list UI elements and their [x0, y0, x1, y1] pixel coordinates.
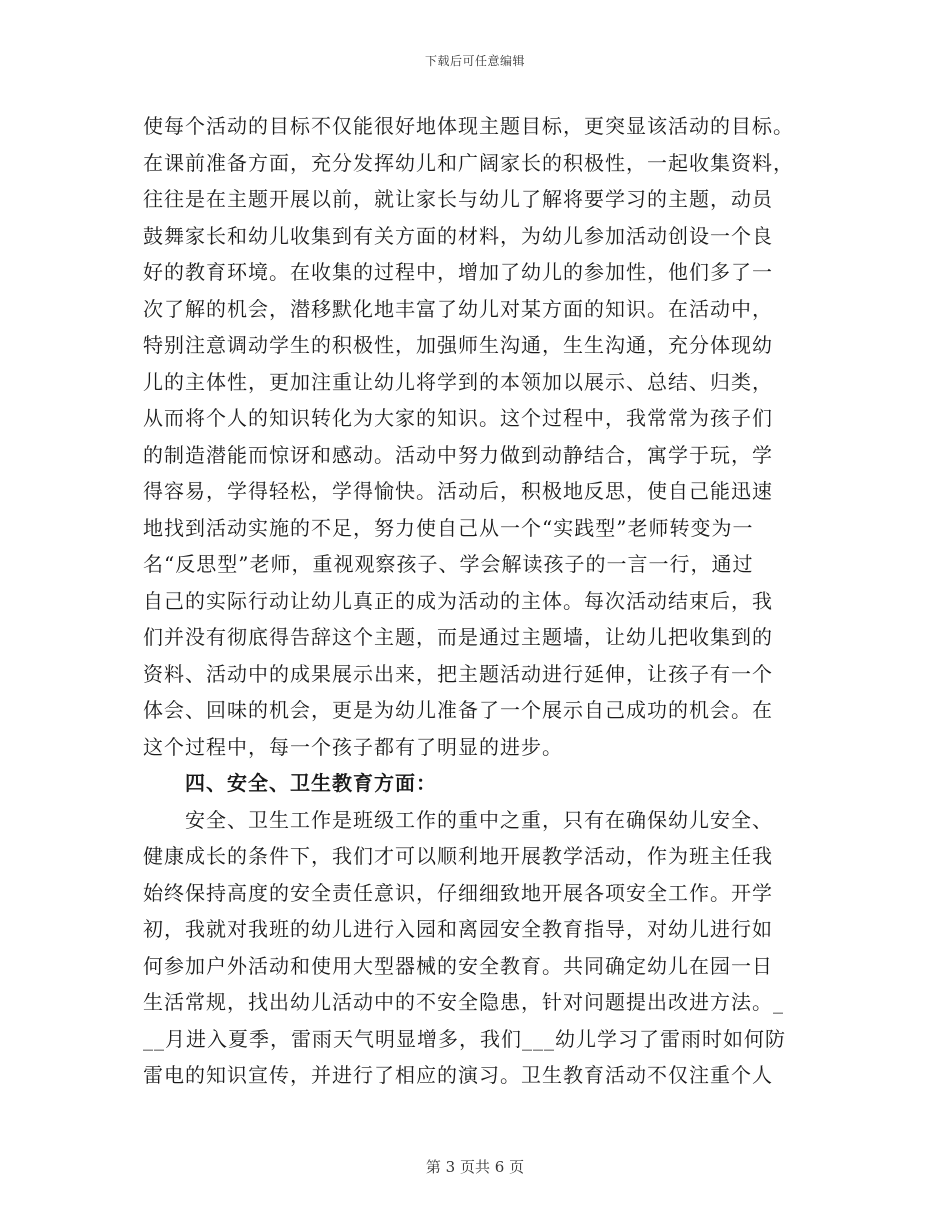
text-line: 好的教育环境。在收集的过程中，增加了幼儿的参加性，他们多了一 — [143, 260, 773, 284]
text-line: 往往是在主题开展以前，就让家长与幼儿了解将要学习的主题，动员 — [143, 187, 773, 211]
text-line: 体会、回味的机会，更是为幼儿准备了一个展示自己成功的机会。在 — [143, 698, 773, 722]
text-line: 健康成长的条件下，我们才可以顺利地开展教学活动，作为班主任我 — [143, 844, 773, 868]
text-line: 从而将个人的知识转化为大家的知识。这个过程中，我常常为孩子们 — [143, 406, 773, 430]
text-line: 自己的实际行动让幼儿真正的成为活动的主体。每次活动结束后，我 — [143, 588, 773, 613]
text-line: 何参加户外活动和使用大型器械的安全教育。共同确定幼儿在园一日 — [143, 953, 773, 978]
text-line: 生活常规，找出幼儿活动中的不安全隐患，针对问题提出改进方法。_ — [143, 990, 784, 1014]
text-line: 资料、活动中的成果展示出来，把主题活动进行延伸，让孩子有一个 — [143, 661, 773, 686]
text-line: 在课前准备方面，充分发挥幼儿和广阔家长的积极性，一起收集资料， — [143, 150, 794, 175]
text-line: 名“反思型”老师，重视观察孩子、学会解读孩子的一言一行，通过 — [143, 552, 754, 576]
text-line: 儿的主体性，更加注重让幼儿将学到的本领加以展示、总结、归类， — [143, 369, 773, 394]
page-footer: 第 3 页共 6 页 — [425, 1158, 525, 1176]
text-line: 这个过程中，每一个孩子都有了明显的进步。 — [143, 734, 563, 759]
text-line: 安全、卫生工作是班级工作的重中之重，只有在确保幼儿安全、 — [185, 807, 773, 832]
text-line: 鼓舞家长和幼儿收集到有关方面的材料，为幼儿参加活动创设一个良 — [143, 223, 773, 248]
text-line: 初，我就对我班的幼儿进行入园和离园安全教育指导，对幼儿进行如 — [143, 917, 773, 941]
text-line: 始终保持高度的安全责任意识，仔细细致地开展各项安全工作。开学 — [143, 880, 773, 905]
text-line: 们并没有彻底得告辞这个主题，而是通过主题墙，让幼儿把收集到的 — [143, 625, 773, 649]
text-line: 特别注意调动学生的积极性，加强师生沟通，生生沟通，充分体现幼 — [143, 333, 773, 357]
text-line: 的制造潜能而惊讶和感动。活动中努力做到动静结合，寓学于玩，学 — [143, 442, 773, 467]
text-line: __月进入夏季，雷雨天气明显增多，我们___幼儿学习了雷雨时如何防 — [143, 1026, 786, 1051]
section-heading: 四、安全、卫生教育方面： — [185, 771, 437, 795]
page-header: 下载后可任意编辑 — [424, 54, 525, 68]
text-line: 地找到活动实施的不足，努力使自己从一个“实践型”老师转变为一 — [143, 515, 754, 540]
text-line: 雷电的知识宣传，并进行了相应的演习。卫生教育活动不仅注重个人 — [143, 1063, 773, 1087]
text-line: 得容易，学得轻松，学得愉快。活动后，积极地反思，使自己能迅速 — [143, 479, 773, 503]
text-line: 使每个活动的目标不仅能很好地体现主题目标，更突显该活动的目标。 — [143, 114, 794, 138]
document-body — [143, 108, 815, 1094]
text-line: 次了解的机会，潜移默化地丰富了幼儿对某方面的知识。在活动中， — [143, 296, 773, 321]
